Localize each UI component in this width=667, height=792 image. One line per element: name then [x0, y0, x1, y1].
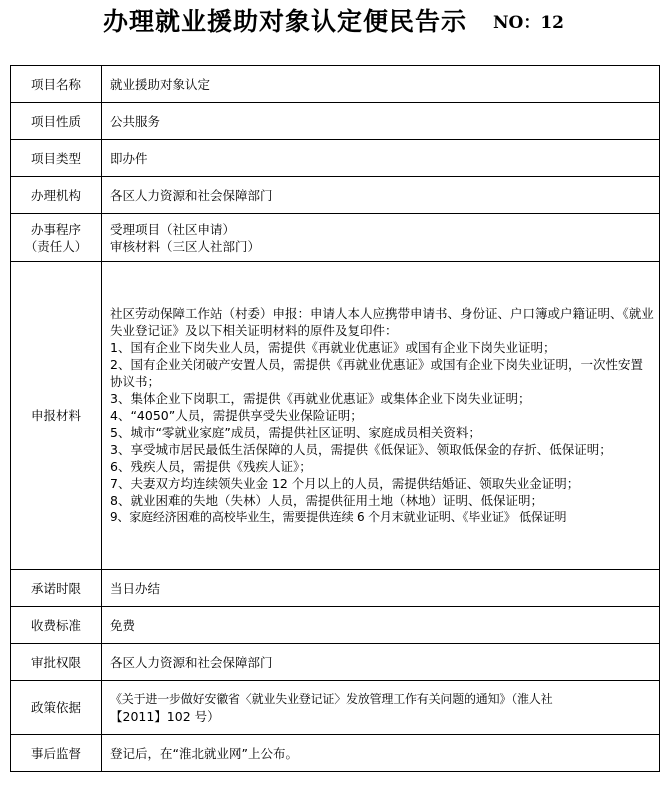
table-row: [11, 214, 660, 262]
material-line: 7、夫妻双方均连续领失业金 12 个月以上的人员，需提供结婚证、领取失业金证明；: [110, 476, 580, 491]
material-line: 5、城市“零就业家庭”成员，需提供社区证明、家庭成员相关资料；: [110, 425, 481, 440]
notice-number: NO：12: [493, 12, 565, 33]
row-value: [102, 214, 660, 262]
row-value-line: 【2011】102 号）: [110, 708, 220, 724]
row-value: 免费: [102, 607, 660, 644]
table-row: [11, 570, 660, 607]
table-row: [11, 103, 660, 140]
table-row: [11, 644, 660, 681]
row-label: 事后监督: [11, 735, 102, 772]
row-label: 承诺时限: [11, 570, 102, 607]
row-label: 申报材料: [11, 262, 102, 570]
row-value: [102, 262, 660, 570]
row-value: 各区人力资源和社会保障部门: [102, 644, 660, 681]
row-value: 就业援助对象认定: [102, 66, 660, 103]
row-label: 政策依据: [11, 681, 102, 735]
table-row: [11, 177, 660, 214]
material-line: 3、集体企业下岗职工，需提供《再就业优惠证》或集体企业下岗失业证明；: [110, 391, 531, 406]
material-line: 6、残疾人员，需提供《残疾人证》；: [110, 459, 312, 474]
row-value: [102, 681, 660, 735]
material-line: 8、就业困难的失地（失林）人员，需提供征用土地（林地）证明、低保证明；: [110, 493, 543, 508]
row-value-line: 受理项目（社区申请）: [110, 221, 236, 237]
info-table: [10, 65, 660, 772]
row-value: 登记后，在“淮北就业网”上公布。: [102, 735, 660, 772]
header: [0, 0, 667, 40]
material-line: 4、“4050”人员，需提供享受失业保险证明；: [110, 408, 363, 423]
row-label-line: 办事程序: [30, 221, 81, 237]
table-row: [11, 140, 660, 177]
row-label: 项目类型: [11, 140, 102, 177]
table-row: [11, 735, 660, 772]
row-label: 办理机构: [11, 177, 102, 214]
row-value: 即办件: [102, 140, 660, 177]
row-label: 审批权限: [11, 644, 102, 681]
page-title: 办理就业援助对象认定便民告示: [102, 7, 467, 36]
row-label: 项目名称: [11, 66, 102, 103]
row-label: 项目性质: [11, 103, 102, 140]
row-label: [11, 214, 102, 262]
material-line: 9、家庭经济困难的高校毕业生，需要提供连续 6 个月末就业证明、《毕业证》 低保证明: [110, 510, 567, 524]
row-value: 各区人力资源和社会保障部门: [102, 177, 660, 214]
material-line: 3、享受城市居民最低生活保障的人员，需提供《低保证》、领取低保金的存折、低保证明；: [110, 442, 612, 457]
row-value-line: 审核材料（三区人社部门）: [110, 238, 261, 254]
material-line: 2、国有企业关闭破产安置人员，需提供《再就业优惠证》或国有企业下岗失业证明，一次性安置协议书；: [110, 357, 643, 389]
row-label: 收费标准: [11, 607, 102, 644]
table-row: [11, 262, 660, 570]
row-label-line: （责任人）: [24, 238, 88, 254]
material-line: 社区劳动保障工作站（村委）申报：申请人本人应携带申请书、身份证、户口簿或户籍证明、《就业失业登记证》及以下相关证明材料的原件及复印件：: [110, 306, 654, 338]
row-value-line: 《关于进一步做好安徽省〈就业失业登记证〉发放管理工作有关问题的通知》（淮人社: [110, 691, 553, 706]
table-row: [11, 681, 660, 735]
table-row: [11, 607, 660, 644]
row-value: 公共服务: [102, 103, 660, 140]
table-row: [11, 66, 660, 103]
material-line: 1、国有企业下岗失业人员，需提供《再就业优惠证》或国有企业下岗失业证明；: [110, 340, 556, 355]
row-value: 当日办结: [102, 570, 660, 607]
